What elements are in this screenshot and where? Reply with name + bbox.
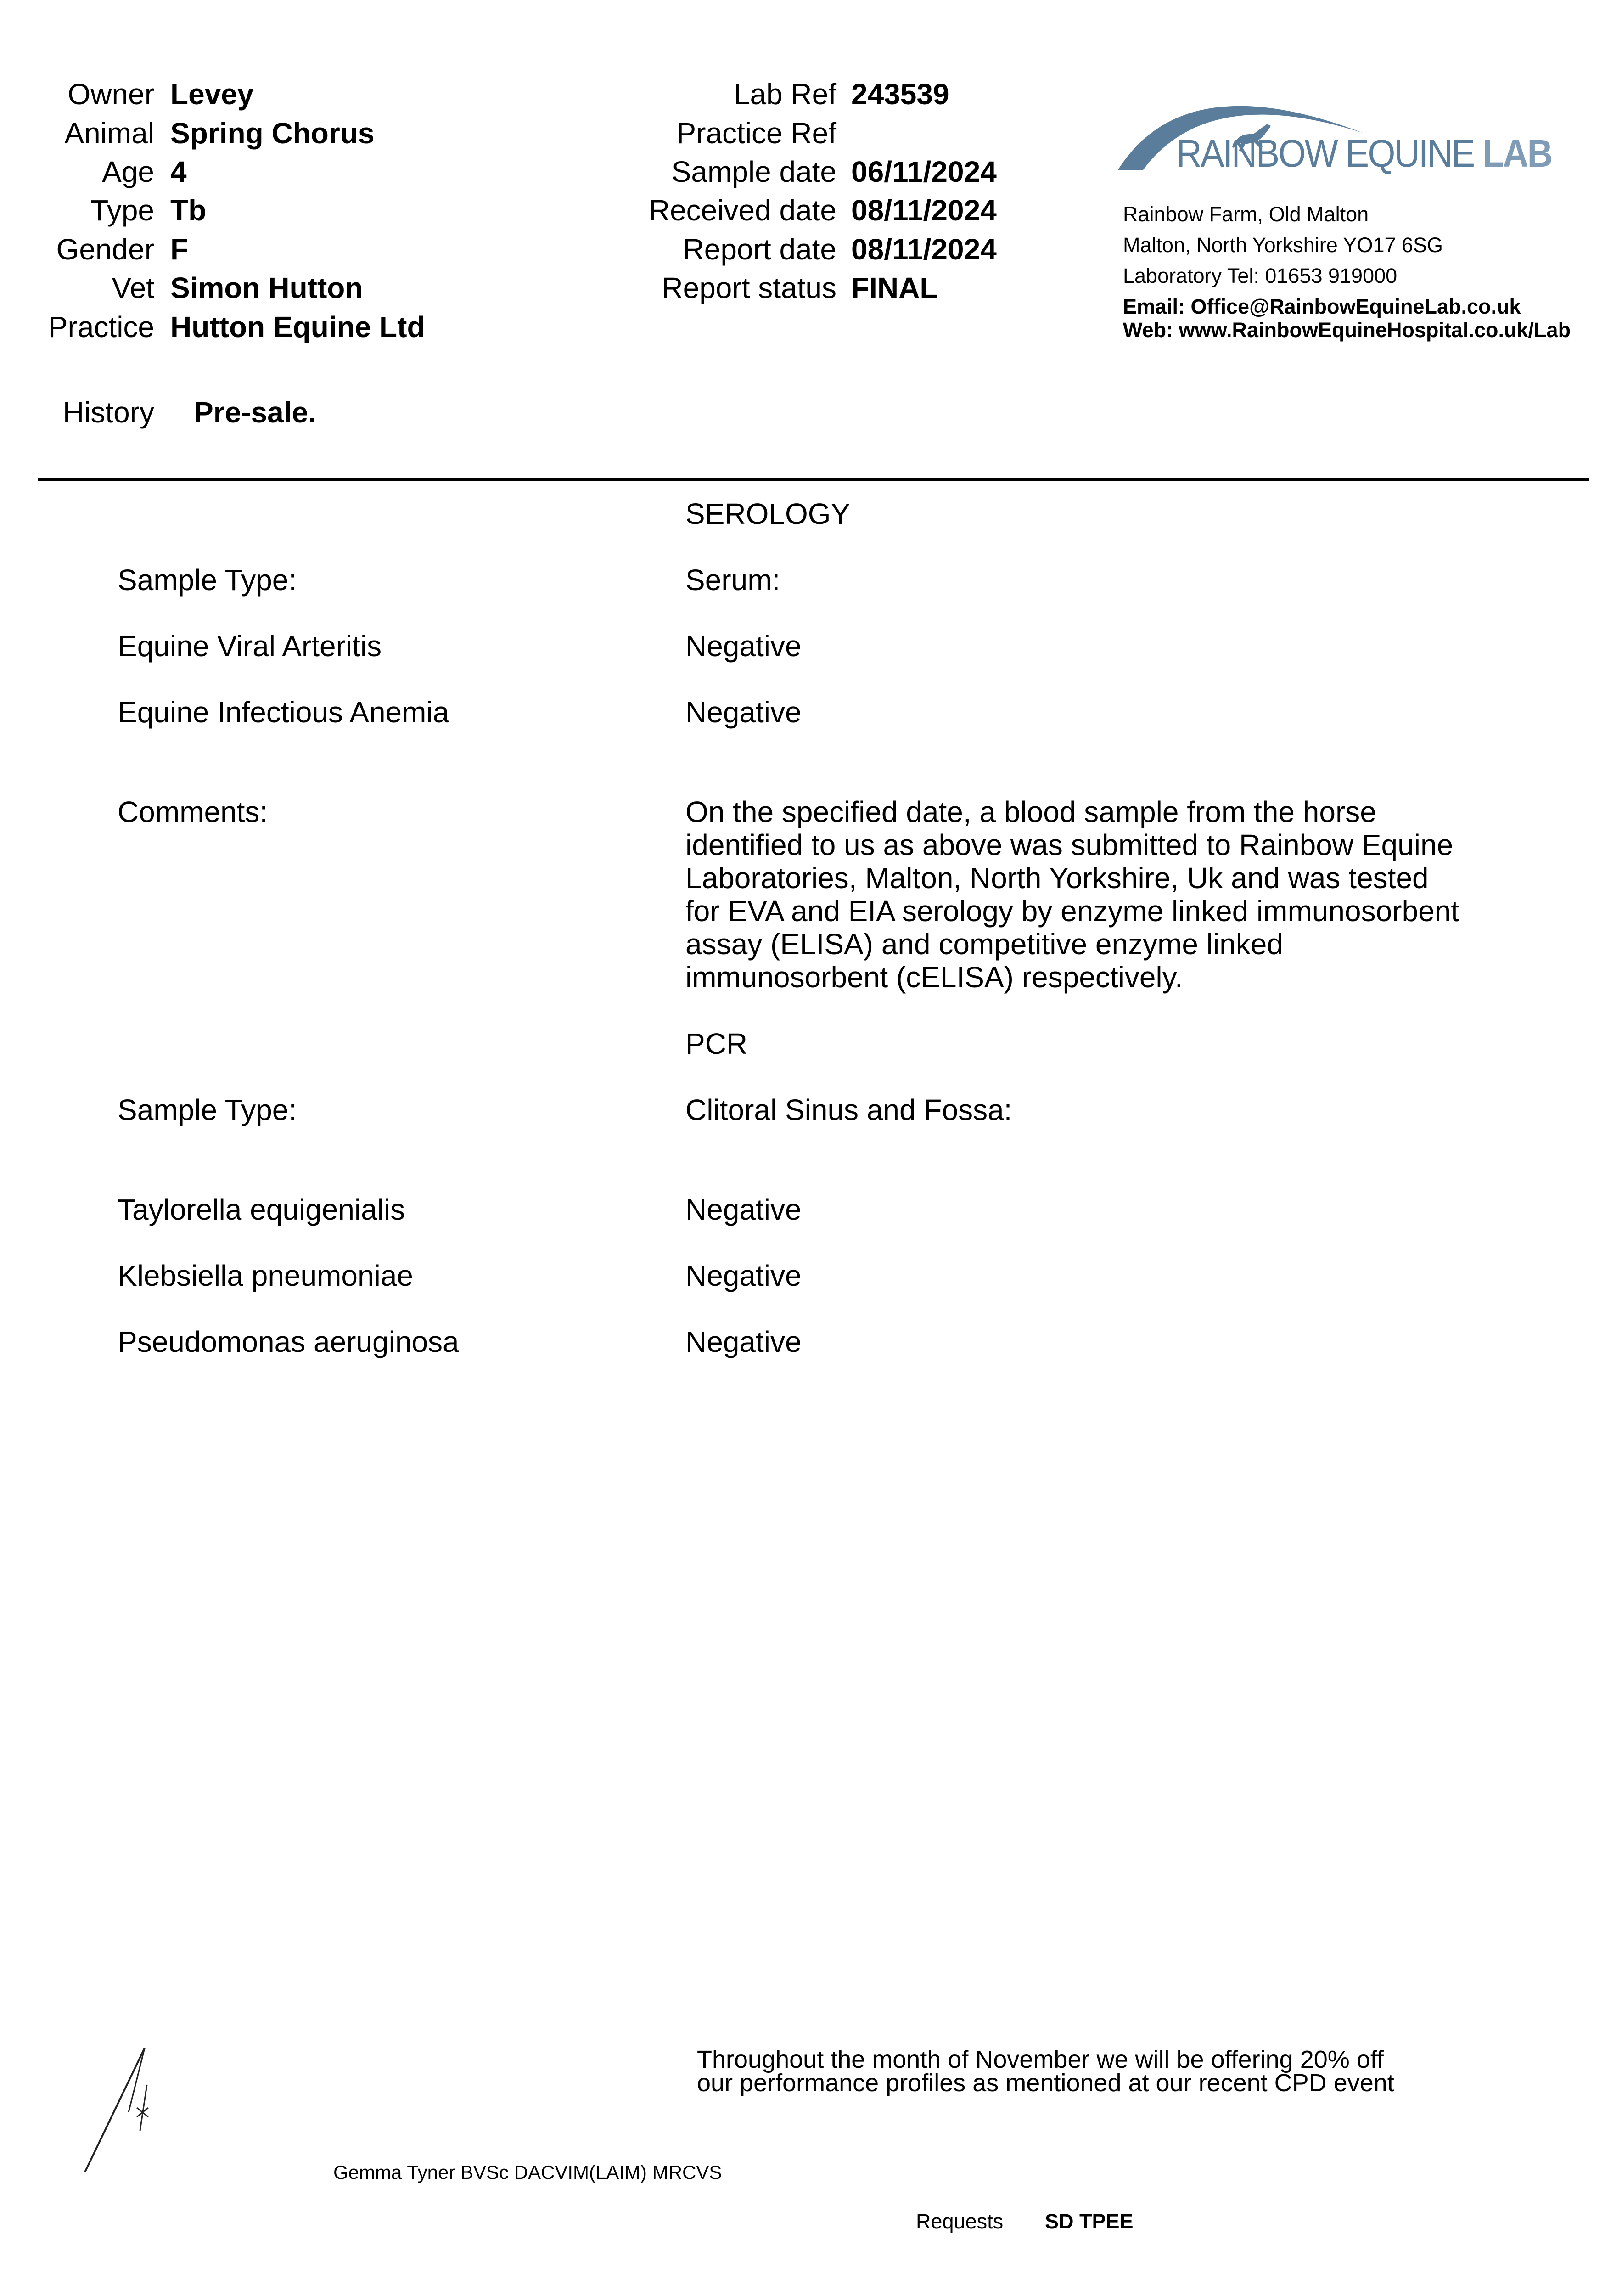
address-email: Email: Office@RainbowEquineLab.co.uk (1123, 295, 1521, 318)
address-line-1: Rainbow Farm, Old Malton (1123, 203, 1369, 226)
test-result: Negative (685, 1259, 802, 1292)
sample-date-label: Sample date (671, 155, 836, 188)
divider (38, 478, 1589, 481)
sample-date-value: 06/11/2024 (851, 155, 997, 188)
signatory-name: Gemma Tyner BVSc DACVIM(LAIM) MRCVS (333, 2161, 722, 2183)
report-date-value: 08/11/2024 (851, 233, 997, 266)
test-name: Equine Infectious Anemia (118, 696, 449, 729)
test-result: Negative (685, 696, 802, 729)
requests-value: SD TPEE (1045, 2210, 1134, 2233)
comments-text: On the specified date, a blood sample from the horse identified to us as above was submitted to Rainbow Equine Laboratories, Malton, North Yorkshire, Uk and was tested for EVA and EIA serology by enzyme linked immunosorbent assay (ELISA) and competitive enzyme linked immunosorbent (cELISA) respectively. (685, 795, 1459, 994)
pcr-sample-type-value: Clitoral Sinus and Fossa: (685, 1093, 1012, 1126)
type-label: Type (90, 194, 154, 227)
report-date-label: Report date (683, 233, 836, 266)
practice-value: Hutton Equine Ltd (170, 310, 425, 343)
animal-value: Spring Chorus (170, 117, 375, 150)
report-status-value: FINAL (851, 271, 938, 304)
logo-text: RAINBOW EQUINE (1176, 132, 1474, 175)
test-result: Negative (685, 1193, 802, 1226)
serology-sample-type-label: Sample Type: (118, 563, 297, 597)
address-phone: Laboratory Tel: 01653 919000 (1123, 264, 1398, 287)
history-value: Pre-sale. (194, 396, 316, 429)
received-date-label: Received date (648, 194, 836, 227)
requests-label: Requests (916, 2210, 1004, 2233)
pcr-sample-type-label: Sample Type: (118, 1093, 297, 1126)
animal-label: Animal (64, 117, 154, 150)
signature (78, 2043, 170, 2177)
address-web: Web: www.RainbowEquineHospital.co.uk/Lab (1123, 318, 1571, 342)
test-name: Pseudomonas aeruginosa (118, 1325, 459, 1358)
lab-ref-label: Lab Ref (733, 78, 836, 111)
practice-ref-label: Practice Ref (676, 117, 836, 150)
serology-title: SEROLOGY (685, 497, 851, 530)
age-value: 4 (170, 155, 187, 188)
comments-label: Comments: (118, 795, 268, 828)
age-label: Age (102, 155, 154, 188)
vet-value: Simon Hutton (170, 271, 363, 304)
report-status-label: Report status (662, 271, 836, 304)
lab-ref-value: 243539 (851, 78, 949, 111)
promo-line-1: Throughout the month of November we will be offering 20% off (697, 2046, 1384, 2073)
address-line-2: Malton, North Yorkshire YO17 6SG (1123, 233, 1443, 257)
owner-value: Levey (170, 78, 254, 111)
owner-label: Owner (67, 78, 154, 111)
test-name: Klebsiella pneumoniae (118, 1259, 413, 1292)
serology-sample-type-value: Serum: (685, 563, 780, 597)
vet-label: Vet (112, 271, 154, 304)
logo-text-bold: LAB (1482, 132, 1552, 175)
test-result: Negative (685, 1325, 802, 1358)
gender-label: Gender (56, 233, 154, 266)
promo-line-2: our performance profiles as mentioned at our recent CPD event (697, 2069, 1394, 2097)
gender-value: F (170, 233, 189, 266)
test-name: Taylorella equigenialis (118, 1193, 405, 1226)
type-value: Tb (170, 194, 207, 227)
test-result: Negative (685, 630, 802, 663)
test-name: Equine Viral Arteritis (118, 630, 382, 663)
received-date-value: 08/11/2024 (851, 194, 997, 227)
history-label: History (62, 396, 154, 429)
practice-label: Practice (48, 310, 154, 343)
pcr-title: PCR (685, 1027, 748, 1060)
